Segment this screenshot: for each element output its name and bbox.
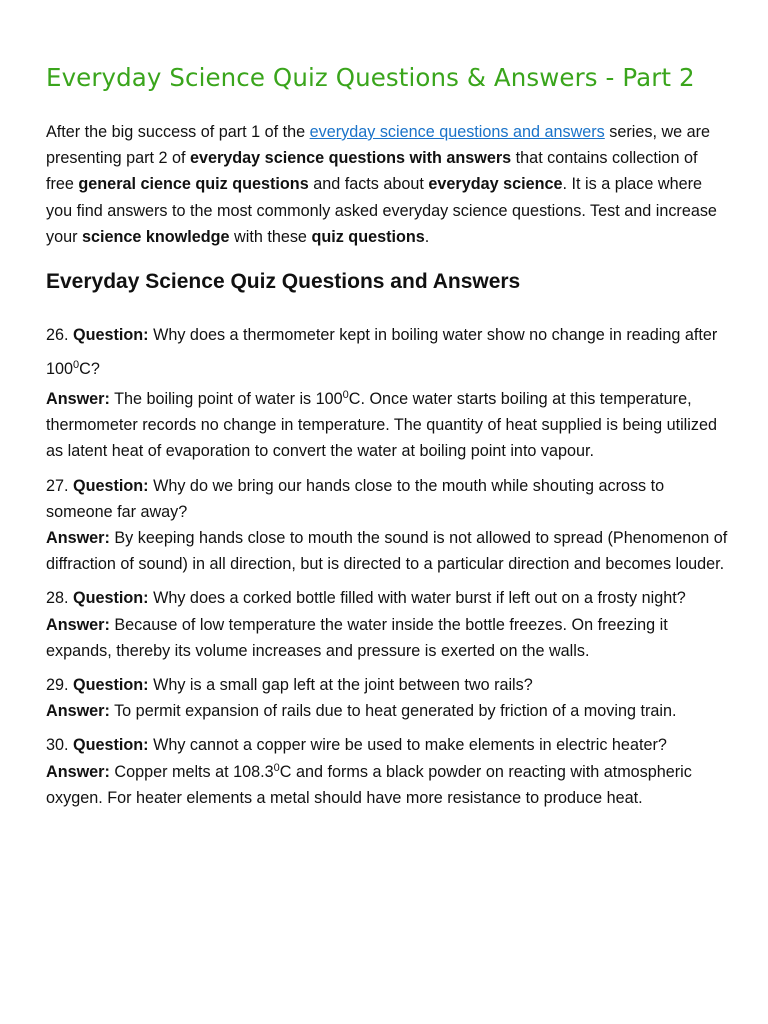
intro-bold: general cience quiz questions — [78, 175, 309, 194]
question-body: Why cannot a copper wire be used to make elements in electric heater? — [153, 736, 667, 755]
answer-text — [46, 386, 728, 465]
question-label: Question: — [73, 476, 149, 495]
everyday-science-questions-link[interactable]: everyday science questions and answers — [309, 123, 605, 141]
question-body: C? — [79, 360, 100, 379]
qa-item — [46, 732, 728, 811]
answer-body: C. Once water starts boiling at this temperature, thermometer records no change in temperature. The quantity of heat supplied is being utilized as latent heat of evaporation to convert the water at boiling point into vapour. — [46, 390, 717, 461]
intro-bold: science knowledge — [82, 227, 230, 246]
answer-text — [46, 759, 728, 811]
answer-label: Answer: — [46, 529, 110, 548]
answer-text — [46, 698, 728, 724]
question-body: Why do we bring our hands close to the mouth while shouting across to someone far away? — [46, 476, 665, 521]
answer-label: Answer: — [46, 390, 110, 409]
qa-item — [46, 473, 728, 578]
question-text — [46, 672, 728, 698]
question-body: Why does a corked bottle filled with water burst if left out on a frosty night? — [153, 589, 686, 608]
intro-bold: everyday science questions with answers — [189, 149, 512, 168]
intro-text: that contains collection of free — [46, 149, 698, 194]
intro-bold: quiz questions — [311, 227, 425, 246]
intro-text: and facts about — [308, 175, 429, 194]
question-number: 30. — [46, 736, 69, 755]
degree-superscript: 0 — [342, 389, 349, 402]
question-text — [46, 585, 728, 611]
answer-body: Copper melts at 108.3 — [114, 762, 274, 781]
answer-body: Because of low temperature the water inside the bottle freezes. On freezing it expands, thereby its volume increases and pressure is exerted on the walls. — [46, 615, 668, 660]
question-text — [46, 473, 728, 525]
section-heading: Everyday Science Quiz Questions and Answers — [46, 270, 521, 294]
question-number: 26. — [46, 326, 69, 345]
intro-text: with these — [229, 227, 312, 246]
question-body: Why is a small gap left at the joint between two rails? — [153, 676, 533, 695]
qa-item — [46, 318, 728, 465]
question-label: Question: — [73, 736, 149, 755]
question-label: Question: — [73, 676, 149, 695]
qa-item — [46, 585, 728, 664]
answer-label: Answer: — [46, 702, 110, 721]
answer-label: Answer: — [46, 615, 110, 634]
answer-body: By keeping hands close to mouth the sound is not allowed to spread (Phenomenon of diffraction of sound) in all direction, but is directed to a particular direction and becomes louder. — [46, 529, 728, 574]
intro-text: . — [424, 227, 430, 246]
article-title: Everyday Science Quiz Questions & Answers - Part 2 — [46, 63, 695, 92]
intro-text: series, we are presenting part 2 of — [46, 123, 711, 168]
question-body: Why does a thermometer kept in boiling water show no change in reading after 100 — [46, 326, 718, 379]
degree-superscript: 0 — [273, 761, 280, 774]
intro-text: After the big success of part 1 of the — [46, 123, 310, 141]
question-text — [46, 318, 728, 386]
intro-paragraph — [46, 119, 728, 250]
answer-body: To permit expansion of rails due to heat generated by friction of a moving train. — [114, 702, 677, 721]
question-label: Question: — [73, 326, 149, 345]
qa-item — [46, 672, 728, 724]
answer-body: The boiling point of water is 100 — [114, 390, 343, 409]
answer-text — [46, 612, 728, 664]
degree-superscript: 0 — [73, 359, 80, 372]
answer-text — [46, 525, 728, 577]
question-label: Question: — [73, 589, 149, 608]
intro-bold: everyday science — [428, 175, 563, 194]
intro-text: . It is a place where you find answers to the most commonly asked everyday science questions. Test and increase your — [46, 175, 717, 246]
question-number: 29. — [46, 676, 69, 695]
question-text — [46, 732, 728, 758]
answer-label: Answer: — [46, 762, 110, 781]
answer-body: C and forms a black powder on reacting with atmospheric oxygen. For heater elements a metal should have more resistance to produce heat. — [46, 762, 692, 807]
question-number: 27. — [46, 476, 69, 495]
question-number: 28. — [46, 589, 69, 608]
